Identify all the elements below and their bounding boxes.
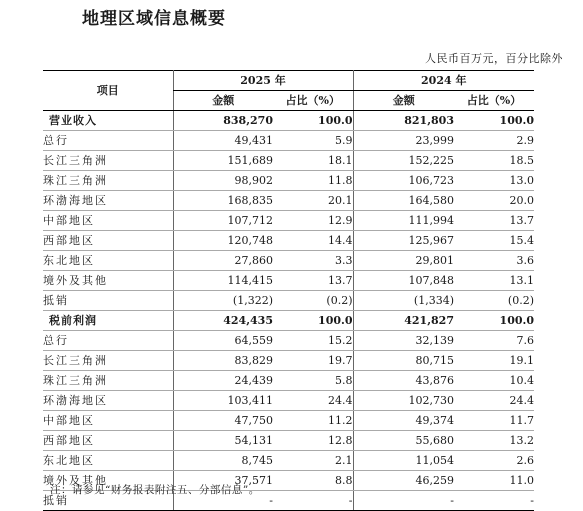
table-cell: 19.1 [454, 351, 534, 371]
table-cell: 19.7 [273, 351, 353, 371]
table-row [43, 131, 534, 151]
table-cell: (0.2) [273, 291, 353, 311]
table-cell: 15.2 [273, 331, 353, 351]
row-label: 西部地区 [43, 431, 173, 451]
table-cell: 151,689 [173, 151, 273, 171]
table-cell: 13.7 [273, 271, 353, 291]
table-row [43, 371, 534, 391]
unit-note: 人民币百万元，百分比除外 [425, 52, 563, 65]
table-cell: 10.4 [454, 371, 534, 391]
table-cell: 12.9 [273, 211, 353, 231]
section-total-cell: 424,435 [173, 311, 273, 331]
table-cell: 7.6 [454, 331, 534, 351]
table-cell: 15.4 [454, 231, 534, 251]
table-cell: 80,715 [353, 351, 454, 371]
table-cell: 24.4 [454, 391, 534, 411]
table-cell: 13.7 [454, 211, 534, 231]
table-row [43, 231, 534, 251]
table-cell: 27,860 [173, 251, 273, 271]
table-row [43, 251, 534, 271]
table-cell: 29,801 [353, 251, 454, 271]
table-cell: 5.8 [273, 371, 353, 391]
table-cell: 32,139 [353, 331, 454, 351]
table-body [43, 111, 534, 511]
table-cell: 11,054 [353, 451, 454, 471]
table-cell: 11.0 [454, 471, 534, 491]
column-header-item: 项目 [43, 71, 173, 111]
table-cell: 125,967 [353, 231, 454, 251]
table-cell: 2.9 [454, 131, 534, 151]
section-total-cell: 421,827 [353, 311, 454, 331]
geographic-summary-table [43, 70, 534, 511]
table-cell: 114,415 [173, 271, 273, 291]
table-row [43, 211, 534, 231]
table-cell: 13.2 [454, 431, 534, 451]
column-header-share-2024: 占比（%） [454, 91, 534, 111]
row-label: 环渤海地区 [43, 191, 173, 211]
table-row [43, 291, 534, 311]
table-row [43, 271, 534, 291]
table-cell: 120,748 [173, 231, 273, 251]
table-row [43, 171, 534, 191]
table-cell: 23,999 [353, 131, 454, 151]
column-header-amount-2025: 金额 [173, 91, 273, 111]
table-cell: 18.5 [454, 151, 534, 171]
table-cell: - [173, 491, 273, 511]
table-cell: 24,439 [173, 371, 273, 391]
row-label: 长江三角洲 [43, 351, 173, 371]
row-label: 总行 [43, 331, 173, 351]
table-cell: 49,431 [173, 131, 273, 151]
table-cell: 111,994 [353, 211, 454, 231]
table-cell: 8,745 [173, 451, 273, 471]
table-cell: 164,580 [353, 191, 454, 211]
table-cell: 20.1 [273, 191, 353, 211]
table-cell: 55,680 [353, 431, 454, 451]
table-cell: 12.8 [273, 431, 353, 451]
table-cell: 11.8 [273, 171, 353, 191]
table-cell: (0.2) [454, 291, 534, 311]
table-row [43, 451, 534, 471]
section-label: 税前利润 [43, 311, 173, 331]
row-label: 长江三角洲 [43, 151, 173, 171]
section-total-cell: 100.0 [454, 311, 534, 331]
row-label: 总行 [43, 131, 173, 151]
table-cell: 11.2 [273, 411, 353, 431]
table-row [43, 151, 534, 171]
table-cell: - [353, 491, 454, 511]
table-cell: 5.9 [273, 131, 353, 151]
row-label: 境外及其他 [43, 471, 173, 491]
table-cell: 49,374 [353, 411, 454, 431]
table-row [43, 431, 534, 451]
column-header-2024: 2024 年 [353, 71, 534, 91]
table-cell: 54,131 [173, 431, 273, 451]
table-cell: 106,723 [353, 171, 454, 191]
table-cell: 13.1 [454, 271, 534, 291]
table-cell: - [454, 491, 534, 511]
table-cell: 43,876 [353, 371, 454, 391]
column-header-amount-2024: 金额 [353, 91, 454, 111]
page-title: 地理区域信息概要 [82, 9, 226, 29]
section-total-row [43, 111, 534, 131]
table-cell: 83,829 [173, 351, 273, 371]
table-cell: 3.6 [454, 251, 534, 271]
table-cell: 2.1 [273, 451, 353, 471]
row-label: 抵销 [43, 491, 173, 511]
row-label: 抵销 [43, 291, 173, 311]
table-cell: 20.0 [454, 191, 534, 211]
table-row [43, 331, 534, 351]
table-row [43, 411, 534, 431]
row-label: 西部地区 [43, 231, 173, 251]
section-label: 营业收入 [43, 111, 173, 131]
table-cell: 98,902 [173, 171, 273, 191]
footnote: 注：请参见“财务报表附注五、分部信息”。 [50, 484, 260, 496]
table-cell: 46,259 [353, 471, 454, 491]
row-label: 东北地区 [43, 451, 173, 471]
table-cell: 64,559 [173, 331, 273, 351]
row-label: 中部地区 [43, 211, 173, 231]
table-cell: - [273, 491, 353, 511]
section-total-cell: 838,270 [173, 111, 273, 131]
table-cell: 152,225 [353, 151, 454, 171]
table-cell: 13.0 [454, 171, 534, 191]
table-cell: 2.6 [454, 451, 534, 471]
table-cell: 103,411 [173, 391, 273, 411]
table-cell: 37,571 [173, 471, 273, 491]
table-cell: 107,712 [173, 211, 273, 231]
row-label: 珠江三角洲 [43, 371, 173, 391]
table-row [43, 351, 534, 371]
row-label: 中部地区 [43, 411, 173, 431]
table-cell: 47,750 [173, 411, 273, 431]
section-total-row [43, 311, 534, 331]
row-label: 环渤海地区 [43, 391, 173, 411]
table-cell: 11.7 [454, 411, 534, 431]
table-cell: (1,334) [353, 291, 454, 311]
table-cell: 107,848 [353, 271, 454, 291]
section-total-cell: 100.0 [454, 111, 534, 131]
column-header-2025: 2025 年 [173, 71, 353, 91]
section-total-cell: 821,803 [353, 111, 454, 131]
table-cell: 14.4 [273, 231, 353, 251]
table-row [43, 191, 534, 211]
section-total-cell: 100.0 [273, 111, 353, 131]
row-label: 东北地区 [43, 251, 173, 271]
section-total-cell: 100.0 [273, 311, 353, 331]
row-label: 境外及其他 [43, 271, 173, 291]
column-header-share-2025: 占比（%） [273, 91, 353, 111]
table-cell: 102,730 [353, 391, 454, 411]
table-cell: 8.8 [273, 471, 353, 491]
table-row [43, 391, 534, 411]
table-cell: 3.3 [273, 251, 353, 271]
row-label: 珠江三角洲 [43, 171, 173, 191]
table-cell: 168,835 [173, 191, 273, 211]
table-cell: (1,322) [173, 291, 273, 311]
table-cell: 18.1 [273, 151, 353, 171]
table-cell: 24.4 [273, 391, 353, 411]
